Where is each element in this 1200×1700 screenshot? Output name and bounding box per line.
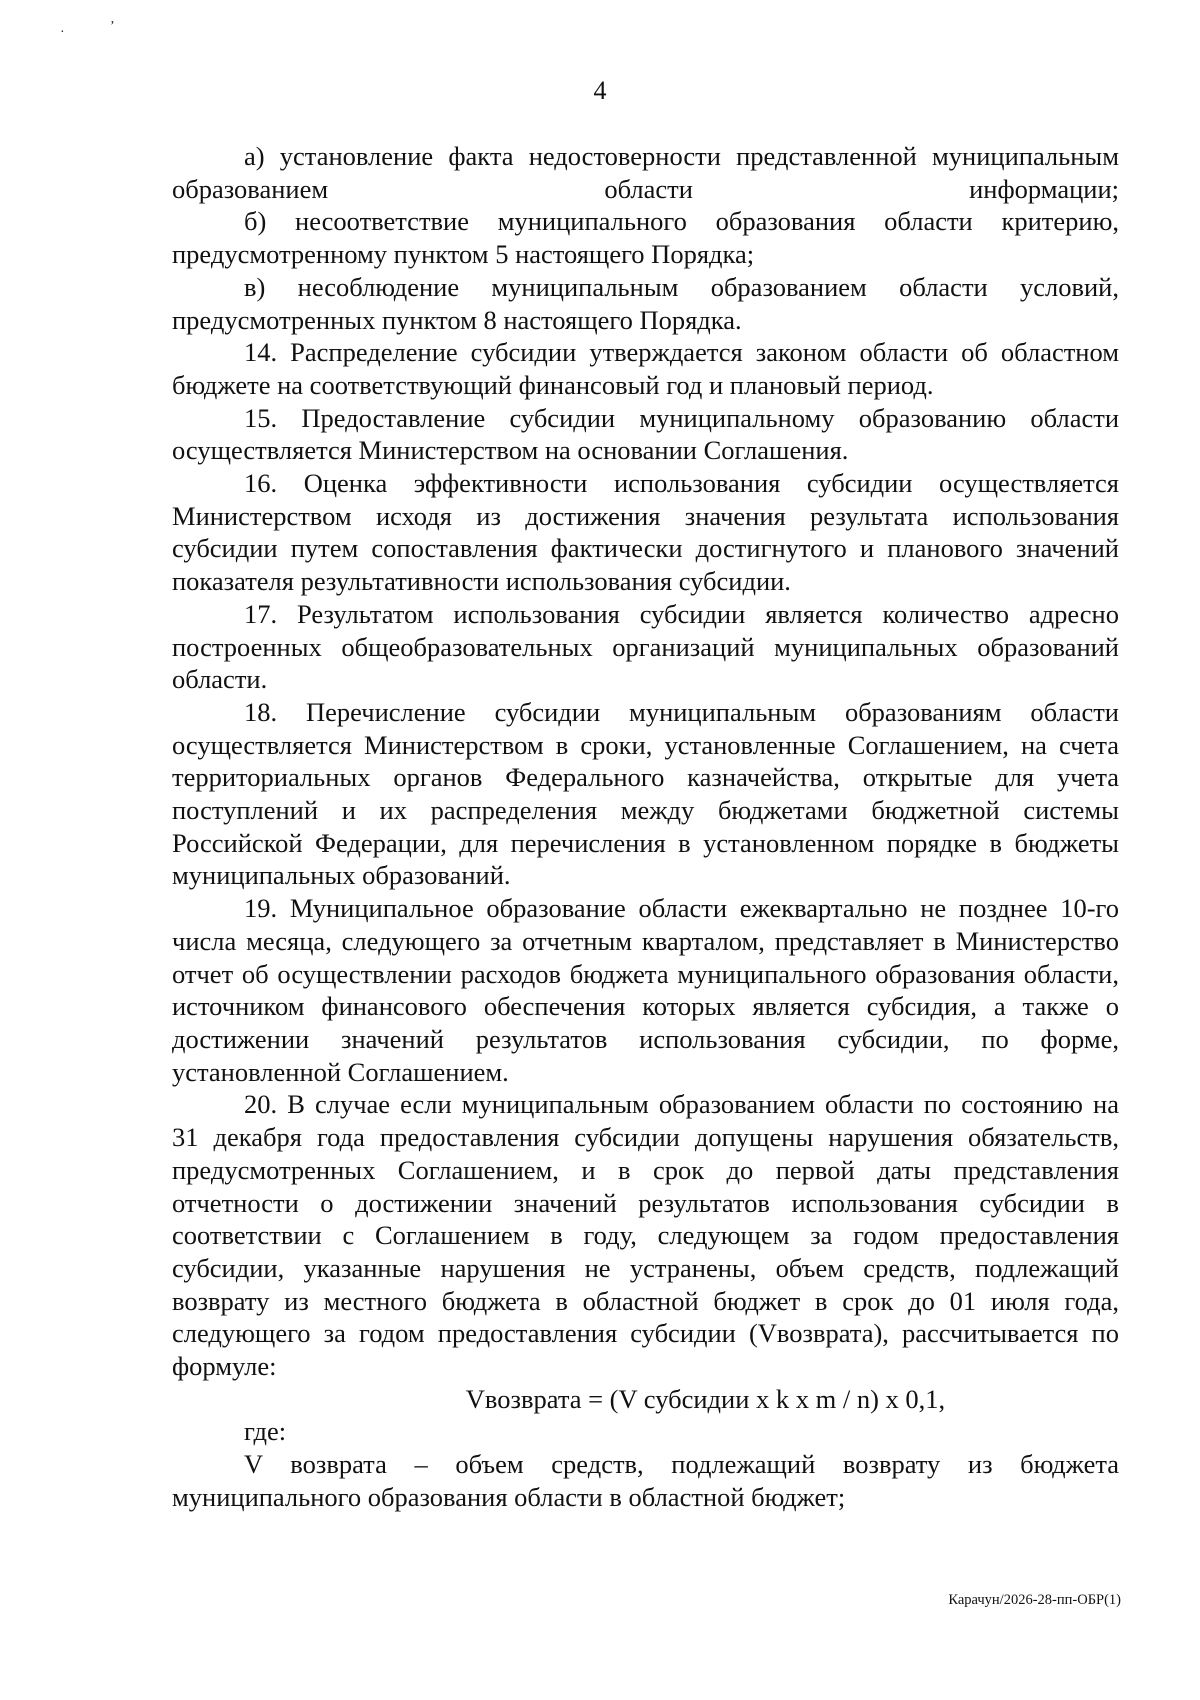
clause-14: 14. Распределение субсидии утверждается законом области об областном бюджете на соответствующий финансовый год и плановый период. <box>172 337 1119 400</box>
page-number: 4 <box>593 76 607 105</box>
clause-17: 17. Результатом использования субсидии является количество адресно построенных общеобразовательных организаций муниципальных образований области. <box>172 598 1119 695</box>
list-item-c: в) несоблюдение муниципальным образованием области условий, предусмотренных пунктом 8 настоящего Порядка. <box>172 271 1119 335</box>
scan-speck: ’ <box>110 19 115 34</box>
clause-15: 15. Предоставление субсидии муниципальному образованию области осуществляется Министерством на основании Соглашения. <box>172 402 1119 466</box>
list-item-a: а) установление факта недостоверности представленной муниципальным образованием области информации; <box>172 141 1119 204</box>
list-item-b: б) несоответствие муниципального образования области критерию, предусмотренному пунктом 5 настоящего Порядка; <box>172 206 1119 270</box>
scan-speck: · <box>60 25 65 40</box>
definition-v-refund: V возврата – объем средств, подлежащий возврату из бюджета муниципального образования области в областной бюджет; <box>172 1449 1119 1512</box>
document-body <box>172 140 1119 1514</box>
where-label: где: <box>244 1416 287 1447</box>
refund-formula: Vвозврата = (V субсидии x k x m / n) x 0,1, <box>465 1383 946 1414</box>
clause-20: 20. В случае если муниципальным образованием области по состоянию на 31 декабря года предоставления субсидии допущены нарушения обязательств, предусмотренных Соглашением, и в срок до первой даты представления отчетности о достижении значений результатов использования субсидии в соответствии с Соглашением в году, следующем за годом предоставления субсидии, указанные нарушения не устранены, объем средств, подлежащий возврату из местного бюджета в областной бюджет в срок до 01 июля года, следующего за годом предоставления субсидии (Vвозврата), рассчитывается по формуле: <box>172 1089 1119 1382</box>
document-footer-code: Карачун/2026-28-пп-ОБР(1) <box>948 1592 1121 1608</box>
clause-16: 16. Оценка эффективности использования субсидии осуществляется Министерством исходя из достижения значения результата использования субсидии путем сопоставления фактически достигнутого и планового значений показателя результативности использования субсидии. <box>172 468 1119 597</box>
clause-19: 19. Муниципальное образование области ежеквартально не позднее 10-го числа месяца, следующего за отчетным кварталом, представляет в Министерство отчет об осуществлении расходов бюджета муниципального образования области, источником финансового обеспечения которых является субсидия, а также о достижении значений результатов использования субсидии, по форме, установленной Соглашением. <box>172 893 1119 1087</box>
clause-18: 18. Перечисление субсидии муниципальным образованиям области осуществляется Министерством в сроки, установленные Соглашением, на счета территориальных органов Федерального казначейства, открытые для учета поступлений и их распределения между бюджетами бюджетной системы Российской Федерации, для перечисления в установленном порядке в бюджеты муниципальных образований. <box>172 696 1119 891</box>
